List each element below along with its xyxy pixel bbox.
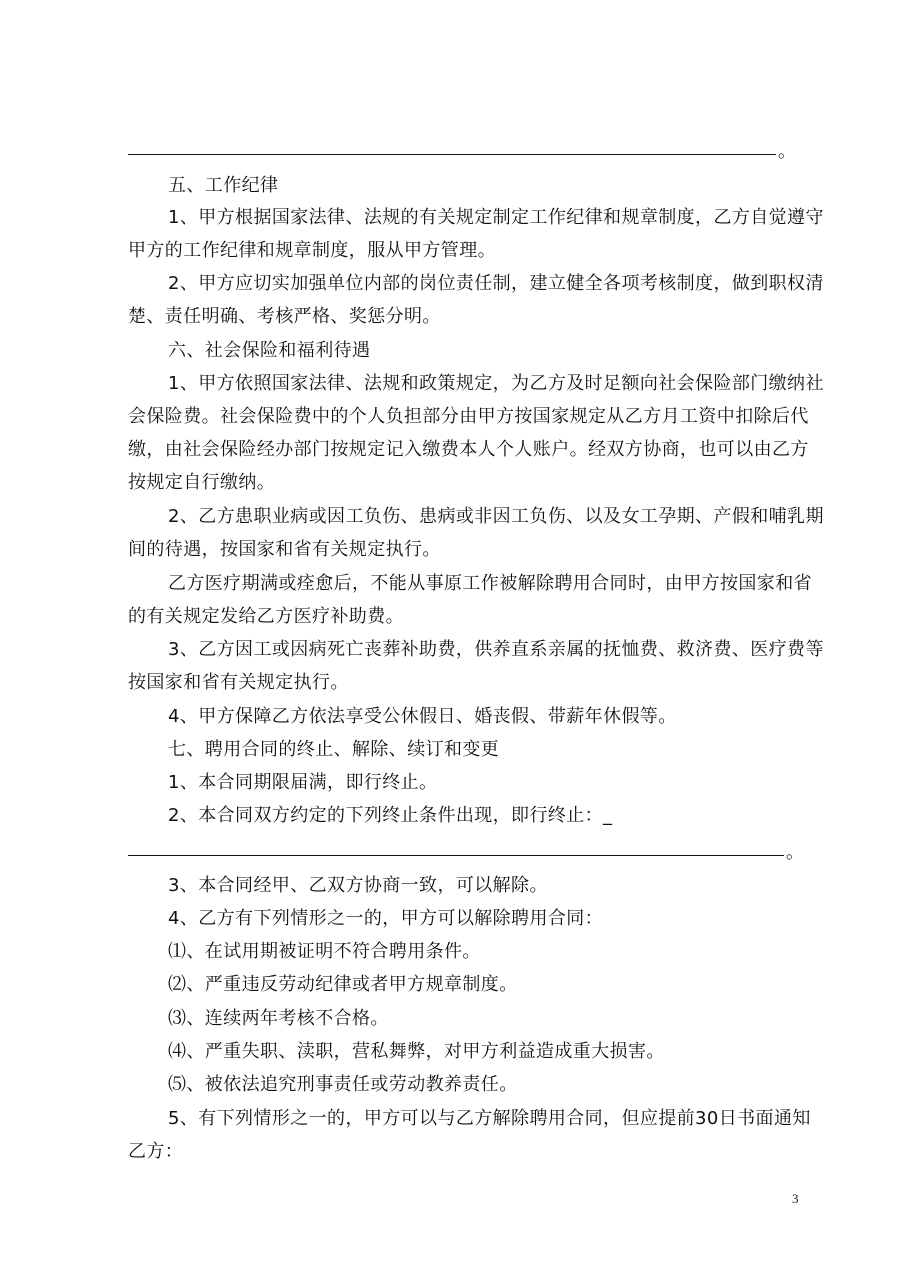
section-heading-contract-termination: 七、聘用合同的终止、解除、续订和变更 xyxy=(168,739,500,760)
list-item: ⑸、被依法追究刑事责任或劳动教养责任。 xyxy=(168,1074,518,1095)
paragraph-line: 甲方的工作纪律和规章制度，服从甲方管理。 xyxy=(128,240,496,261)
paragraph-line: 按国家和省有关规定执行。 xyxy=(128,672,349,693)
blank-fill-line-top xyxy=(128,154,776,155)
paragraph-line: 5、有下列情形之一的，甲方可以与乙方解除聘用合同，但应提前30日书面通知 xyxy=(168,1108,811,1129)
paragraph-line: 1、甲方依照国家法律、法规和政策规定，为乙方及时足额向社会保险部门缴纳社 xyxy=(168,373,824,394)
paragraph-line: 楚、责任明确、考核严格、奖惩分明。 xyxy=(128,306,441,327)
paragraph-line: 1、甲方根据国家法律、法规的有关规定制定工作纪律和规章制度，乙方自觉遵守 xyxy=(168,207,824,228)
paragraph-line: 4、甲方保障乙方依法享受公休假日、婚丧假、带薪年休假等。 xyxy=(168,706,677,727)
section-heading-work-discipline: 五、工作纪律 xyxy=(168,175,279,196)
blank-fill-period-termination: 。 xyxy=(786,842,804,863)
page-number: 3 xyxy=(792,1191,799,1206)
paragraph-line: 2、本合同双方约定的下列终止条件出现，即行终止：_ xyxy=(168,805,613,826)
paragraph-line: 3、本合同经甲、乙双方协商一致，可以解除。 xyxy=(168,875,548,896)
paragraph-line: 按规定自行缴纳。 xyxy=(128,472,276,493)
paragraph-line: 会保险费。社会保险费中的个人负担部分由甲方按国家规定从乙方月工资中扣除后代 xyxy=(128,406,809,427)
paragraph-line: 缴，由社会保险经办部门按规定记入缴费本人个人账户。经双方协商，也可以由乙方 xyxy=(128,439,809,460)
paragraph-line: 4、乙方有下列情形之一的，甲方可以解除聘用合同： xyxy=(168,908,604,929)
list-item: ⑶、连续两年考核不合格。 xyxy=(168,1008,389,1029)
paragraph-line: 的有关规定发给乙方医疗补助费。 xyxy=(128,606,404,627)
paragraph-line: 1、本合同期限届满，即行终止。 xyxy=(168,772,438,793)
list-item: ⑷、严重失职、渎职，营私舞弊，对甲方利益造成重大损害。 xyxy=(168,1041,665,1062)
paragraph-line: 2、乙方患职业病或因工负伤、患病或非因工负伤、以及女工孕期、产假和哺乳期 xyxy=(168,506,824,527)
blank-fill-line-termination xyxy=(128,855,784,856)
paragraph-line: 3、乙方因工或因病死亡丧葬补助费，供养直系亲属的抚恤费、救济费、医疗费等 xyxy=(168,639,824,660)
paragraph-line: 2、甲方应切实加强单位内部的岗位责任制，建立健全各项考核制度，做到职权清 xyxy=(168,273,824,294)
paragraph-line: 乙方医疗期满或痊愈后，不能从事原工作被解除聘用合同时，由甲方按国家和省 xyxy=(168,573,812,594)
section-heading-social-insurance: 六、社会保险和福利待遇 xyxy=(168,340,371,361)
paragraph-line: 间的待遇，按国家和省有关规定执行。 xyxy=(128,539,441,560)
blank-fill-period-top: 。 xyxy=(778,141,796,162)
list-item: ⑴、在试用期被证明不符合聘用条件。 xyxy=(168,941,481,962)
list-item: ⑵、严重违反劳动纪律或者甲方规章制度。 xyxy=(168,974,518,995)
paragraph-line: 乙方： xyxy=(128,1141,184,1162)
